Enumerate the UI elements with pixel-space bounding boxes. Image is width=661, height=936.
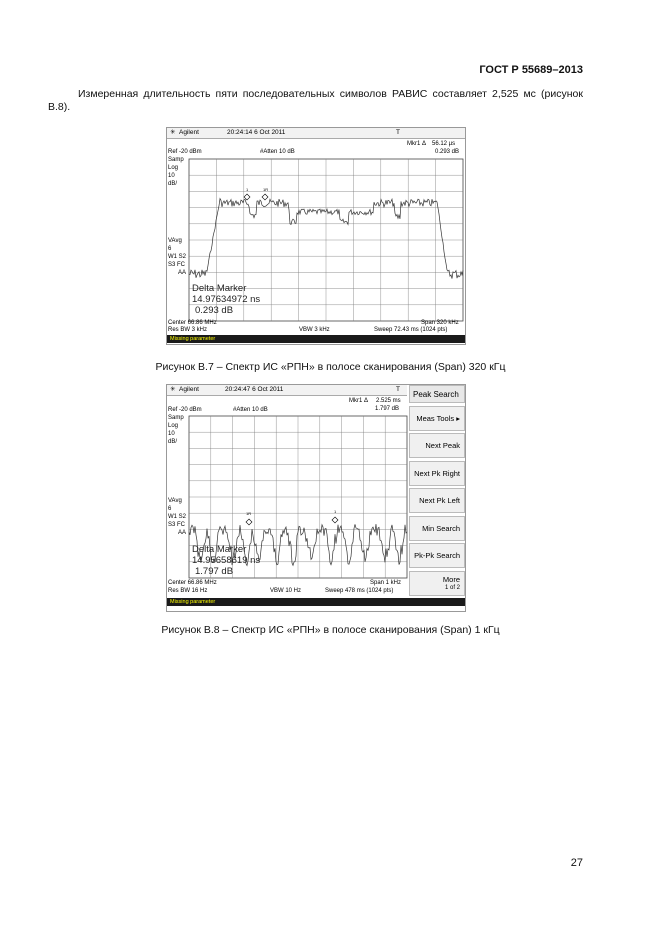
agilent-logo-icon: ✳ [170,386,176,393]
center-frequency: Center 66.86 MHz [168,580,217,586]
page-number: 27 [570,857,583,869]
marker-value-level: 1.797 dB [375,406,400,412]
status-bar: Missing parameter [167,598,465,606]
span-value: Span 1 kHz [370,580,402,586]
softkey-label: Pk-Pk Search [414,551,460,560]
softkey-meas-tools[interactable] [409,406,465,431]
softkey-min-search[interactable] [409,516,465,541]
marker-diamond-icon [332,517,338,523]
analyzer-title-bar [167,128,465,139]
marker-value-level: 0.293 dB [435,149,460,155]
left-label: 10 [168,431,175,437]
spectrum-screen-fig7 [166,127,466,345]
delta-marker-time: 14.95658619 ns [192,555,261,566]
video-bandwidth: VBW 3 kHz [299,327,330,333]
left-label: dB/ [168,439,178,445]
softkey-label: More [442,574,460,584]
delta-marker-time: 14.97634972 ns [192,294,261,305]
softkey-peak-search[interactable] [409,385,465,403]
standard-number: ГОСТ Р 55689–2013 [479,64,583,76]
softkey-next-pk-left[interactable] [409,488,465,513]
delta-marker-level: 1.797 dB [195,566,234,577]
body-paragraph: Измеренная длительность пяти последовательных символов РАВИС составляет 2,525 мс (рисунок В.8). [48,88,583,113]
delta-marker-title: Delta Marker [192,283,247,294]
delta-marker-readout [192,544,260,577]
timestamp: 20:24:14 6 Oct 2011 [227,129,286,136]
marker-diamond-icon [262,194,268,200]
figure-caption: Рисунок В.8 – Спектр ИС «РПН» в полосе сканирования (Span) 1 кГц [161,624,500,636]
left-label: Log [168,165,179,171]
vavg-label: S3 FC [168,262,186,268]
left-label: 10 [168,173,175,179]
vavg-label: S3 FC [168,522,186,528]
marker-tag: 1 [334,509,337,514]
vavg-label: 6 [168,246,172,252]
left-label: Samp [168,157,184,163]
figure-caption: Рисунок В.7 – Спектр ИС «РПН» в полосе сканирования (Span) 320 кГц [155,361,506,373]
span-value: Span 320 kHz [421,320,459,326]
softkey-menu [409,385,465,598]
delta-marker-level: 0.293 dB [195,305,234,316]
sweep-time: Sweep 478 ms (1024 pts) [325,588,394,594]
attenuation: #Atten 10 dB [260,149,295,155]
reference-level: Ref -20 dBm [168,407,202,413]
vavg-label: VAvg [168,238,182,244]
vavg-label: AA [178,530,187,536]
resolution-bandwidth: Res BW 16 Hz [168,588,208,594]
agilent-logo-icon: ✳ [170,129,176,136]
center-frequency: Center 66.86 MHz [168,320,217,326]
softkey-label: Meas Tools ▸ [416,414,460,423]
softkey-label: Next Peak [425,441,460,450]
marker-diamond-icon [246,519,252,525]
vavg-label: W1 S2 [168,254,187,260]
marker-tag: 1R [263,187,269,192]
softkey-next-peak[interactable] [409,433,465,458]
softkey-next-pk-right[interactable] [409,461,465,486]
softkey-page-indicator: 1 of 2 [444,584,460,591]
video-bandwidth: VBW 10 Hz [270,588,302,594]
softkey-pk-pk-search[interactable] [409,543,465,568]
vavg-label: AA [178,270,187,276]
left-label: dB/ [168,181,178,187]
left-label: Log [168,423,179,429]
attenuation: #Atten 10 dB [233,407,268,413]
status-bar: Missing parameter [167,335,465,343]
brand-label: Agilent [179,129,199,136]
spectrum-screen-fig8 [166,384,466,612]
analyzer-title-bar [167,385,407,396]
delta-marker-readout [192,283,260,316]
timestamp: 20:24:47 6 Oct 2011 [225,386,284,393]
vavg-label: 6 [168,506,172,512]
sweep-time: Sweep 72.43 ms (1024 pts) [374,327,448,333]
marker-value-time: 2.525 ms [376,398,401,404]
softkey-label: Peak Search [413,389,459,399]
marker-tag: 1 [246,187,249,192]
vavg-label: VAvg [168,498,182,504]
softkey-label: Next Pk Left [419,496,460,505]
trigger-indicator: T [396,129,400,136]
softkey-label: Min Search [422,524,460,533]
marker-tag: 1R [246,511,252,516]
left-label: Samp [168,415,184,421]
marker-label: Mkr1 Δ [407,141,427,147]
delta-marker-title: Delta Marker [192,544,247,555]
trigger-indicator: T [396,386,400,393]
brand-label: Agilent [179,386,199,393]
marker-value-time: 56.12 µs [432,141,456,147]
vavg-label: W1 S2 [168,514,187,520]
reference-level: Ref -20 dBm [168,149,202,155]
resolution-bandwidth: Res BW 3 kHz [168,327,208,333]
marker-label: Mkr1 Δ [349,398,369,404]
softkey-more[interactable] [409,571,465,596]
softkey-label: Next Pk Right [414,469,460,478]
